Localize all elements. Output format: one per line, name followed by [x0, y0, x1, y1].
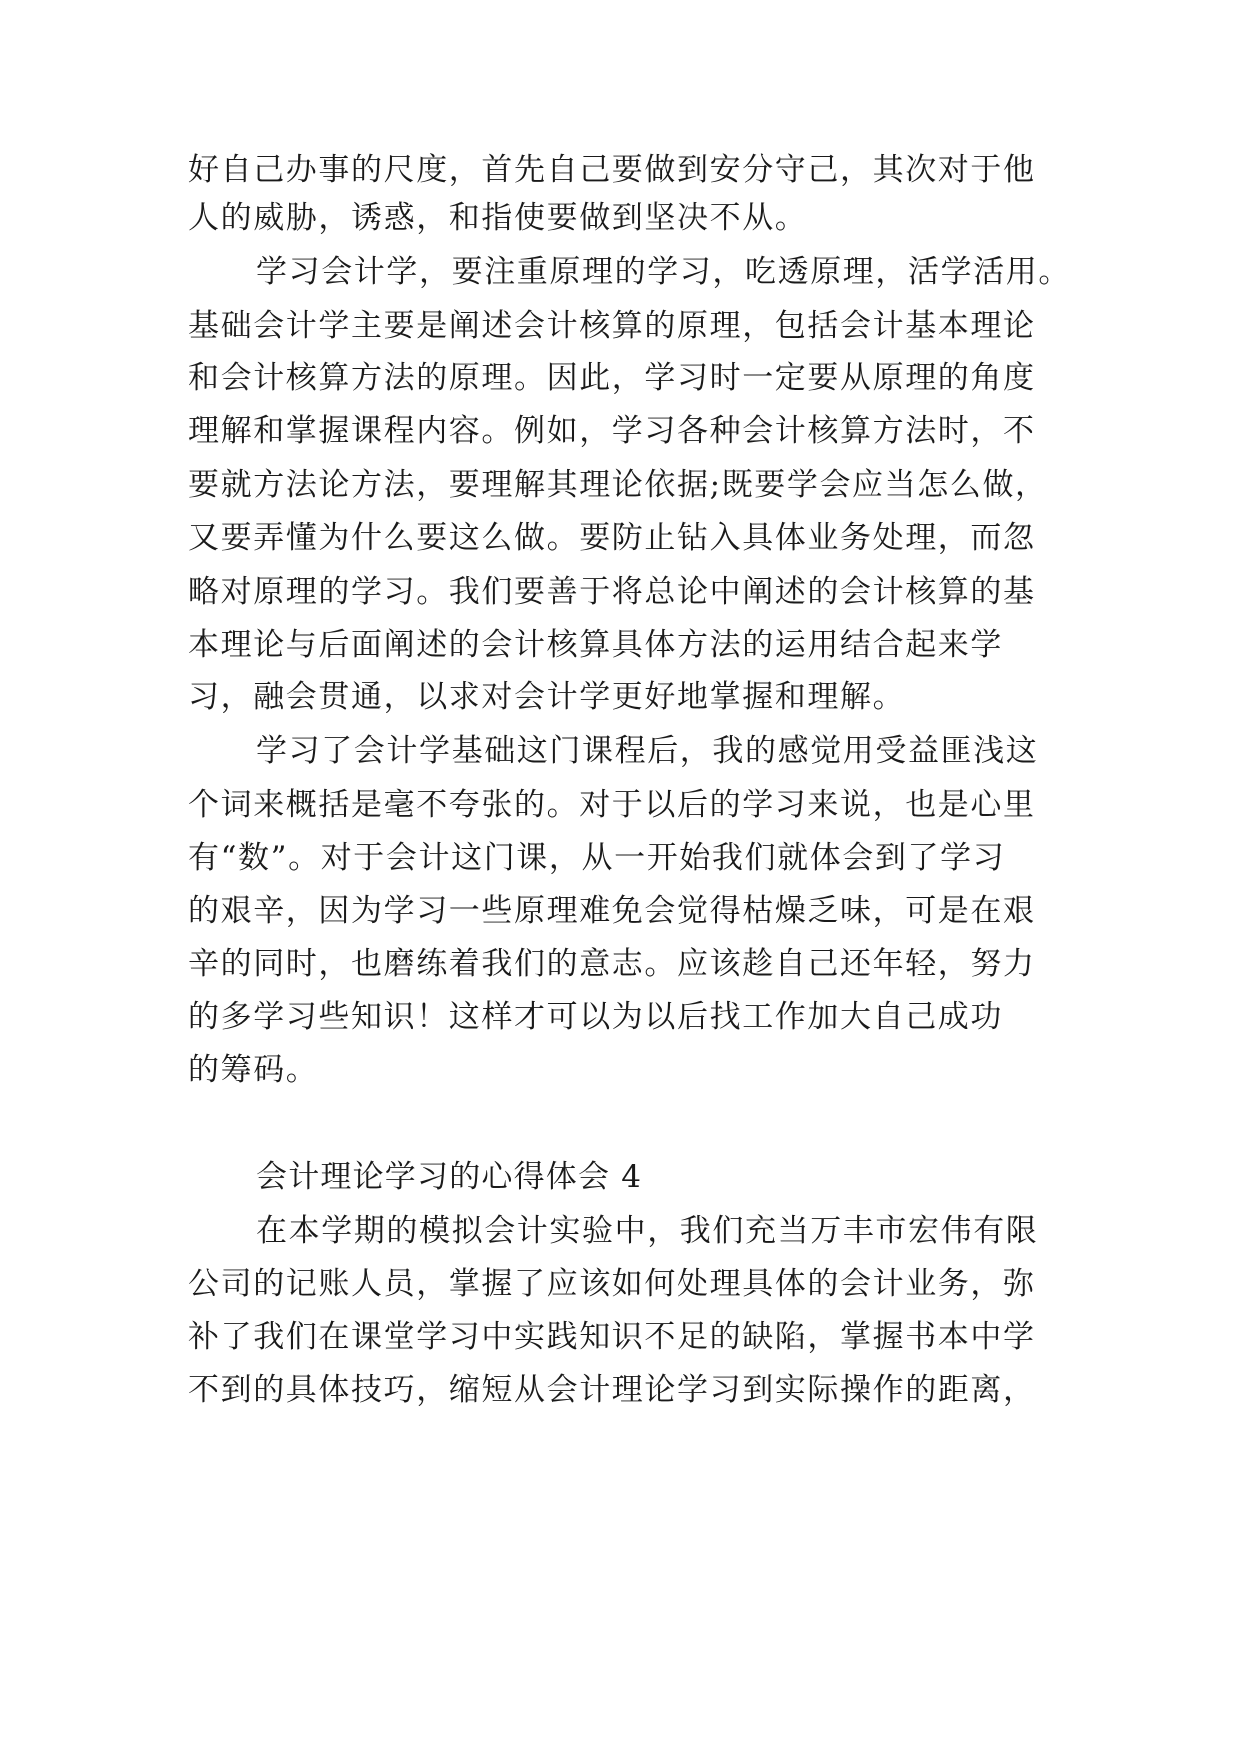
text-line: 和会计核算方法的原理。因此，学习时一定要从原理的角度 — [188, 360, 1036, 396]
text-line: 略对原理的学习。我们要善于将总论中阐述的会计核算的基 — [188, 574, 1036, 610]
text-line: 基础会计学主要是阐述会计核算的原理，包括会计基本理论 — [188, 308, 1036, 344]
text-line: 人的威胁，诱惑，和指使要做到坚决不从。 — [188, 200, 808, 236]
text-line: 学习会计学，要注重原理的学习，吃透原理，活学活用。 — [256, 254, 1071, 290]
text-line: 理解和掌握课程内容。例如，学习各种会计核算方法时，不 — [188, 413, 1036, 449]
text-line: 的艰辛，因为学习一些原理难免会觉得枯燥乏味，可是在艰 — [188, 893, 1036, 929]
text-line: 个词来概括是毫不夸张的。对于以后的学习来说，也是心里 — [188, 787, 1036, 823]
text-line: 有“数”。对于会计这门课，从一开始我们就体会到了学习 — [188, 840, 1006, 876]
section-heading: 会计理论学习的心得体会 4 — [256, 1159, 643, 1195]
text-line: 不到的具体技巧，缩短从会计理论学习到实际操作的距离， — [188, 1372, 1036, 1408]
text-line: 好自己办事的尺度，首先自己要做到安分守己，其次对于他 — [188, 152, 1036, 188]
text-line: 辛的同时，也磨练着我们的意志。应该趁自己还年轻，努力 — [188, 946, 1036, 982]
text-line: 公司的记账人员，掌握了应该如何处理具体的会计业务，弥 — [188, 1266, 1036, 1302]
text-line: 补了我们在课堂学习中实践知识不足的缺陷，掌握书本中学 — [188, 1319, 1036, 1355]
text-line: 要就方法论方法，要理解其理论依据;既要学会应当怎么做， — [188, 467, 1048, 503]
text-line: 在本学期的模拟会计实验中，我们充当万丰市宏伟有限 — [256, 1213, 1039, 1249]
text-line: 的筹码。 — [188, 1052, 319, 1088]
text-line: 本理论与后面阐述的会计核算具体方法的运用结合起来学 — [188, 627, 1003, 663]
text-line: 又要弄懂为什么要这么做。要防止钻入具体业务处理，而忽 — [188, 520, 1036, 556]
text-line: 习，融会贯通，以求对会计学更好地掌握和理解。 — [188, 679, 906, 715]
text-line: 的多学习些知识！这样才可以为以后找工作加大自己成功 — [188, 999, 1003, 1035]
text-line: 学习了会计学基础这门课程后，我的感觉用受益匪浅这 — [256, 733, 1039, 769]
